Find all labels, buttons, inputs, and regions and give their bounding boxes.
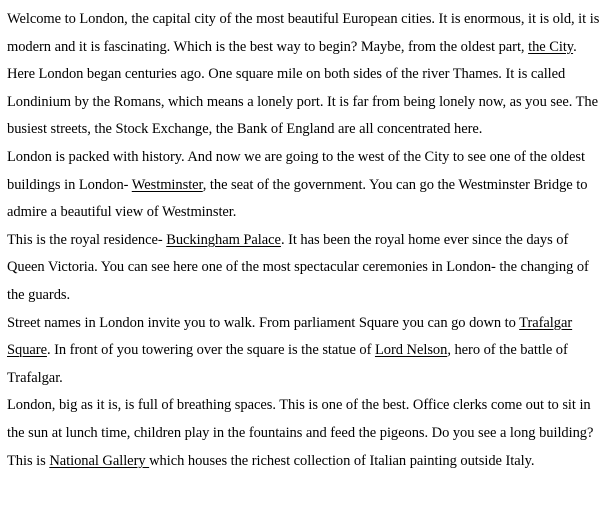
link-lord-nelson[interactable]: Lord Nelson bbox=[374, 342, 448, 359]
paragraph-westminster bbox=[7, 144, 601, 227]
link-the-city[interactable]: the City bbox=[528, 38, 574, 55]
link-national-gallery[interactable]: National Gallery bbox=[49, 452, 150, 469]
paragraph-text: which houses the richest collection of Italian painting outside Italy. bbox=[149, 452, 535, 469]
link-trafalgar-square[interactable]: Trafalgar Square bbox=[7, 314, 573, 359]
paragraph-text: London, big as it is, is full of breathing spaces. This is one of the best. Office clerks come out to sit in the sun at lunch time, children play in the fountains and feed the pigeons. Do you see a long building? This is bbox=[7, 397, 594, 469]
link-westminster[interactable]: Westminster bbox=[131, 176, 203, 193]
paragraph-text: Street names in London invite you to walk. From parliament Square you can go down to bbox=[7, 314, 520, 331]
paragraph-text: . In front of you towering over the square is the statue of bbox=[46, 342, 375, 359]
paragraph-text: This is the royal residence- bbox=[7, 231, 167, 248]
paragraph-trafalgar bbox=[7, 310, 601, 393]
paragraph-national-gallery bbox=[7, 392, 601, 475]
paragraph-buckingham bbox=[7, 227, 601, 310]
paragraph-text: . It has been the royal home ever since the days of Queen Victoria. You can see here one of the most spectacular ceremonies in London- the changing of the guards. bbox=[7, 231, 589, 303]
paragraph-text: , hero of the battle of Trafalgar. bbox=[7, 342, 568, 386]
paragraph-text: London is packed with history. And now we are going to the west of the City to see one of the oldest buildings in London- bbox=[7, 148, 585, 193]
paragraph-text: . Here London began centuries ago. One square mile on both sides of the river Thames. It is called Londinium by the Romans, which means a lonely port. It is far from being lonely now, as you see. The busiest streets, the Stock Exchange, the Bank of England are all concentrated here. bbox=[7, 38, 598, 138]
link-buckingham-palace[interactable]: Buckingham Palace bbox=[166, 231, 281, 248]
paragraph-text: Welcome to London, the capital city of the most beautiful European cities. It is enormous, it is old, it is modern and it is fascinating. Which is the best way to begin? Maybe, from the oldest part, bbox=[7, 11, 600, 55]
paragraph-city bbox=[7, 6, 601, 144]
paragraph-text: , the seat of the government. You can go the Westminster Bridge to admire a beautiful view of Westminster. bbox=[7, 176, 588, 221]
